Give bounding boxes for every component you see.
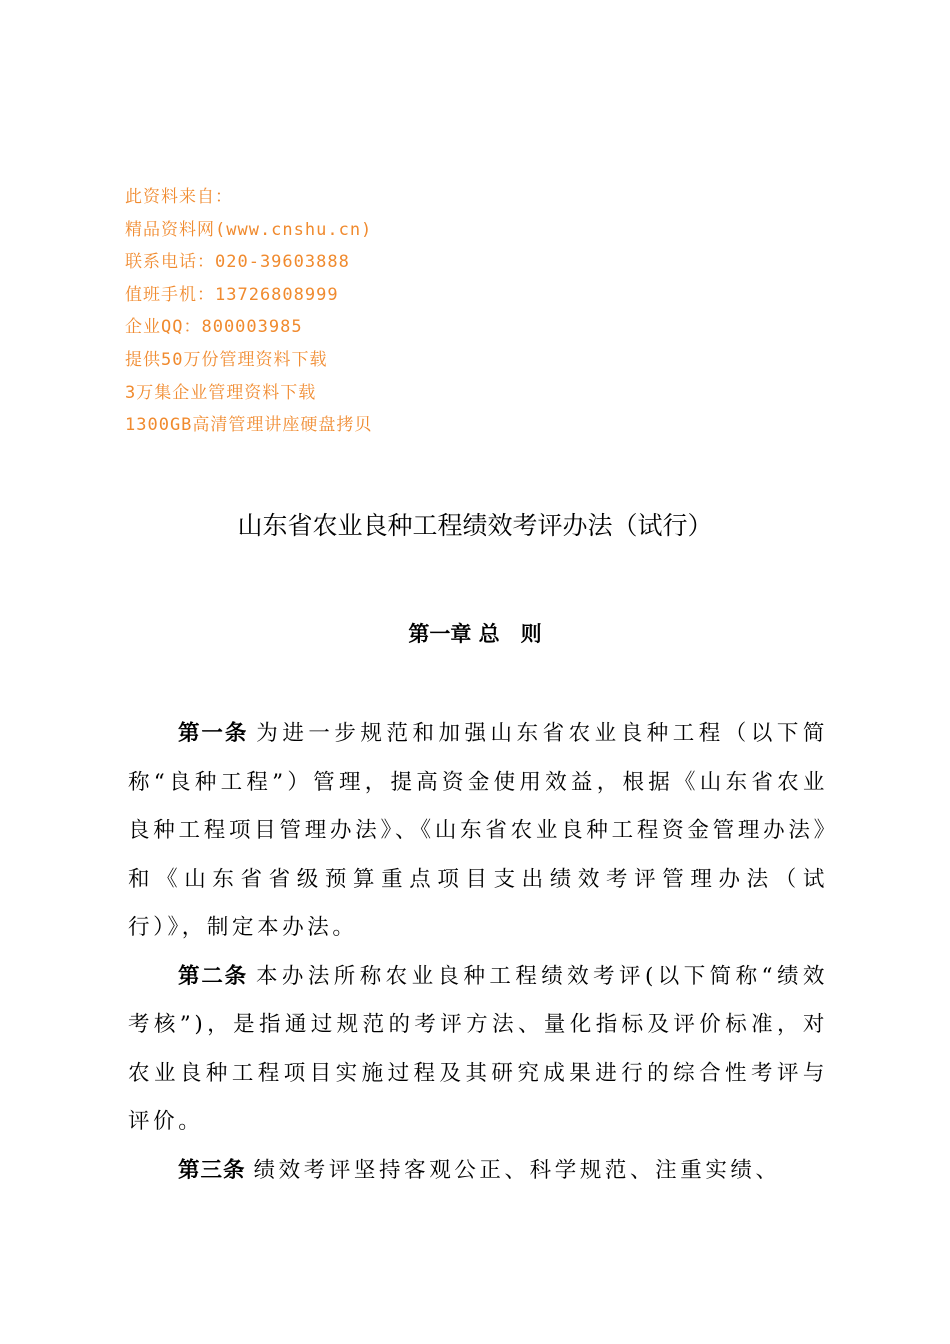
article-label: 第三条 bbox=[178, 1157, 246, 1183]
source-info-block bbox=[125, 181, 545, 442]
article-text: 绩效考评坚持客观公正、科学规范、注重实绩、 bbox=[253, 1157, 781, 1183]
article-text: 本办法所称农业良种工程绩效考评(以下简称“绩效考核”)，是指通过规范的考评方法、量化指标及评价标准，对农业良种工程项目实施过程及其研究成果进行的综合性考评与评价。 bbox=[128, 963, 828, 1134]
source-line: 3万集企业管理资料下载 bbox=[125, 382, 317, 403]
chapter-title: 第一章 总 则 bbox=[408, 622, 542, 646]
source-line: 企业QQ：800003985 bbox=[125, 317, 303, 338]
document-body bbox=[128, 710, 828, 1195]
source-line: 联系电话：020-39603888 bbox=[125, 252, 350, 273]
article-label: 第一条 bbox=[178, 721, 249, 746]
article-label: 第二条 bbox=[178, 963, 248, 989]
source-line: 提供50万份管理资料下载 bbox=[125, 349, 328, 370]
source-line: 精品资料网(www.cnshu.cn) bbox=[125, 219, 373, 240]
article-text: 为进一步规范和加强山东省农业良种工程（以下简称“良种工程”）管理，提高资金使用效益，根据《山东省农业良种工程项目管理办法》、《山东省农业良种工程资金管理办法》和《山东省省级预算重点项目支出绩效考评管理办法（试行）》，制定本办法。 bbox=[128, 721, 828, 940]
source-line: 1300GB高清管理讲座硬盘拷贝 bbox=[125, 415, 373, 436]
source-line: 此资料来自： bbox=[125, 187, 233, 207]
article-2 bbox=[128, 953, 828, 1147]
source-line: 值班手机：13726808999 bbox=[125, 284, 339, 305]
article-1 bbox=[128, 710, 828, 953]
article-3 bbox=[128, 1147, 828, 1196]
document-title: 山东省农业良种工程绩效考评办法（试行） bbox=[237, 511, 713, 540]
